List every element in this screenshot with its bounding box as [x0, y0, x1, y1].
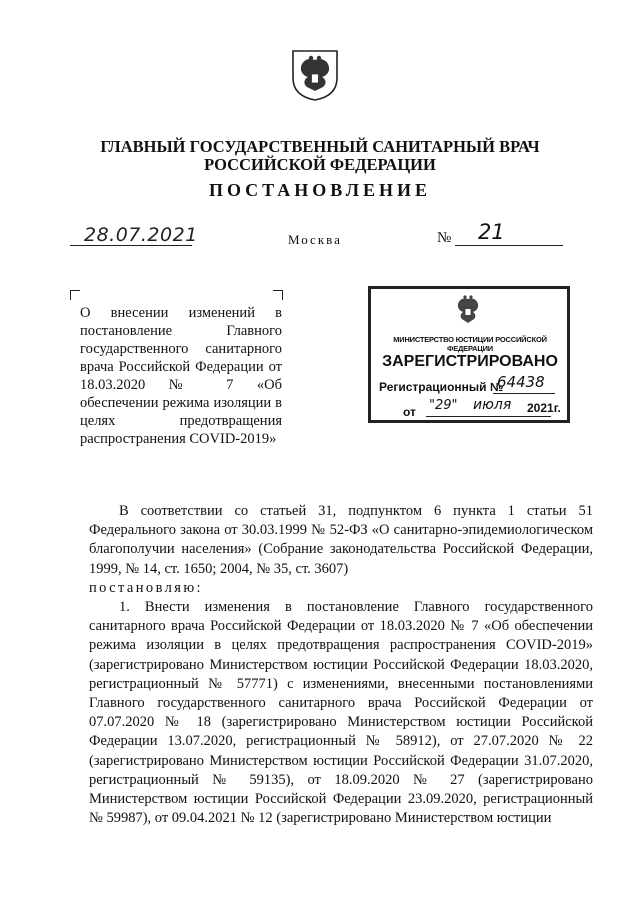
- document-city: Москва: [288, 232, 342, 247]
- item-1-paragraph: 1. Внести изменения в постановление Главного государственного санитарного врача Российской Федерации от 18.03.2020 № 7 «Об обеспечении режима изоляции в целях предотвращения распространения COVID-2019» (зарегистрировано Министерством юстиции Российской Федерации 18.03.2020, регистрационный № 57771) с изменениями, внесенными постановлениями Главного государственного санитарного врача Российской Федерации от 07.07.2020 № 18 (зарегистрировано Министерством юстиции Российской Федерации 13.07.2020, регистрационный № 58912), от 27.07.2020 № 22 (зарегистрировано Министерством юстиции Российской Федерации 31.07.2020, регистрационный № 59135), от 18.09.2020 № 27 (зарегистрировано Министерством юстиции Российской Федерации 23.09.2020, регистрационный № 59987), от 09.04.2021 № 12 (зарегистрировано Министерством юстиции: [89, 599, 593, 827]
- stamp-ministry-name: МИНИСТЕРСТВО ЮСТИЦИИ РОССИЙСКОЙ ФЕДЕРАЦИИ: [393, 335, 547, 353]
- coat-of-arms-emblem: [290, 48, 340, 102]
- issuing-authority-line2: РОССИЙСКОЙ ФЕДЕРАЦИИ: [204, 155, 436, 174]
- stamp-reg-number: 64438: [497, 373, 545, 391]
- stamp-reg-number-label: Регистрационный №: [379, 380, 504, 394]
- document-number: 21: [478, 220, 505, 244]
- document-body: [89, 502, 593, 828]
- stamp-day: "29": [429, 398, 458, 413]
- stamp-month: июля: [473, 397, 512, 413]
- subject-bracket-left: [70, 290, 80, 300]
- document-date: 28.07.2021: [84, 224, 198, 246]
- stamp-year: 2021г.: [527, 401, 561, 415]
- number-label: №: [437, 230, 452, 246]
- number-underline: [455, 245, 563, 246]
- document-subject: О внесении изменений в постановление Главного государственного санитарного врача Российской Федерации от 18.03.2020 № 7 «Об обеспечении режима изоляции в целях предотвращения распространения COVID-2019»: [80, 305, 282, 447]
- decree-word: постановляю:: [89, 579, 203, 596]
- stamp-reg-underline: [493, 393, 555, 394]
- preamble-paragraph: В соответствии со статьей 31, подпунктом 6 пункта 1 статьи 51 Федерального закона от 30.03.1999 № 52-ФЗ «О санитарно-эпидемиологическом благополучии населения» (Собрание законодательства Российской Федерации, 1999, № 14, ст. 1650; 2004, № 35, ст. 3607): [89, 503, 593, 577]
- document-type-title: ПОСТАНОВЛЕНИЕ: [208, 180, 432, 200]
- date-underline: [70, 245, 192, 246]
- stamp-date-prefix: от: [403, 405, 416, 419]
- issuing-authority-line1: ГЛАВНЫЙ ГОСУДАРСТВЕННЫЙ САНИТАРНЫЙ ВРАЧ: [100, 137, 540, 156]
- stamp-date-underline: [426, 416, 551, 417]
- registration-stamp: [368, 286, 570, 423]
- stamp-emblem-icon: [453, 293, 483, 331]
- stamp-registered: ЗАРЕГИСТРИРОВАНО: [382, 353, 558, 370]
- subject-bracket-right: [273, 290, 283, 300]
